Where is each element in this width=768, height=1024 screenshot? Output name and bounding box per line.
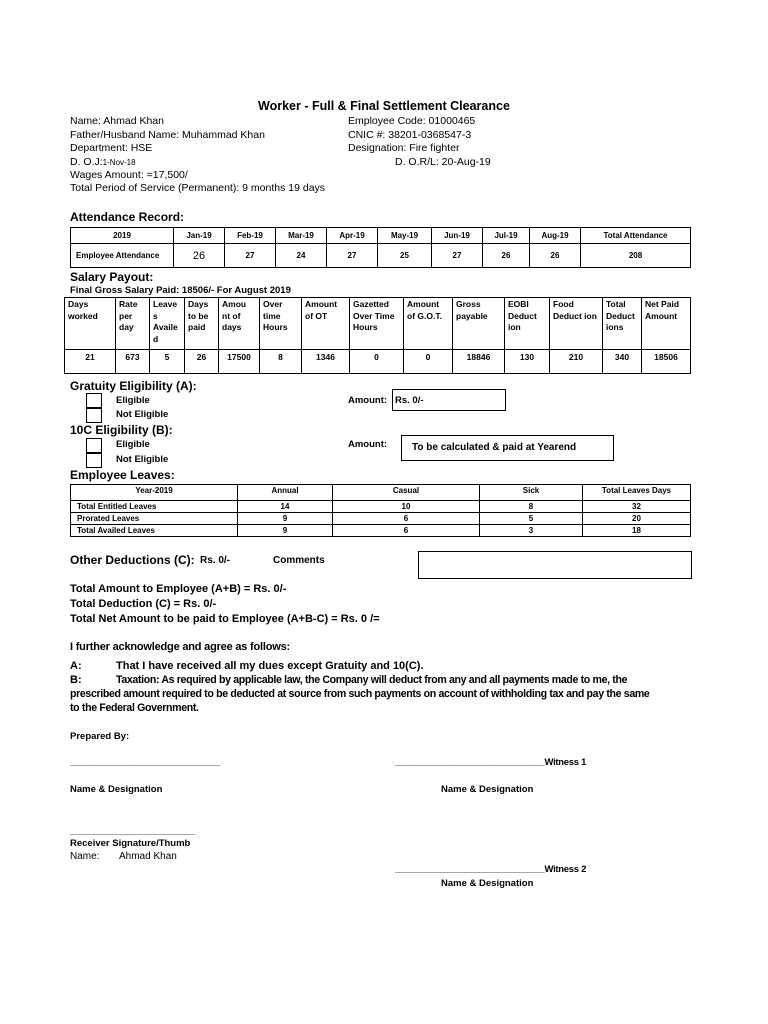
attendance-value: 26 — [530, 244, 581, 268]
salary-value: 1346 — [302, 350, 350, 374]
tenc-eligible-label: Eligible — [116, 439, 150, 450]
attendance-value: 26 — [174, 244, 225, 268]
prepared-by-label: Prepared By: — [70, 731, 130, 742]
final-gross-salary: Final Gross Salary Paid: 18506/- For August 2019 — [70, 285, 291, 296]
leaves-cell: 9 — [238, 525, 333, 537]
clause-b-text-2: prescribed amount required to be deducted at source from such payments on account of withholding tax and pay the same — [70, 688, 650, 700]
attendance-value: 24 — [276, 244, 327, 268]
gratuity-eligible-label: Eligible — [116, 395, 150, 406]
tenc-eligible-checkbox[interactable] — [86, 438, 102, 453]
salary-value: 18846 — [453, 350, 505, 374]
month-header: Jul-19 — [483, 228, 530, 244]
salary-value: 340 — [603, 350, 642, 374]
month-header: Aug-19 — [530, 228, 581, 244]
tenc-not-eligible-label: Not Eligible — [116, 454, 169, 465]
total-net-line: Total Net Amount to be paid to Employee (A+B-C) = Rs. 0 /= — [70, 613, 380, 625]
salary-header: Rate per day — [116, 298, 150, 350]
attendance-value: 27 — [327, 244, 378, 268]
salary-header: Amou nt of days — [219, 298, 260, 350]
attendance-value: 26 — [483, 244, 530, 268]
attendance-row-label: Employee Attendance — [71, 244, 174, 268]
leaves-cell: 18 — [583, 525, 691, 537]
receiver-name: Ahmad Khan — [119, 851, 177, 862]
salary-header: EOBI Deduct ion — [505, 298, 550, 350]
tenc-amount-label: Amount: — [348, 439, 388, 450]
gratuity-amount-label: Amount: — [348, 395, 388, 406]
salary-table — [64, 297, 691, 374]
witness-1-name-designation: Name & Designation — [441, 784, 534, 795]
leaves-cell: 8 — [480, 501, 583, 513]
tenc-heading: 10C Eligibility (B): — [70, 423, 173, 437]
salary-header: Amount of G.O.T. — [404, 298, 453, 350]
salary-value: 26 — [185, 350, 219, 374]
employee-name: Name: Ahmad Khan — [70, 115, 164, 127]
father-name: Father/Husband Name: Muhammad Khan — [70, 129, 265, 141]
other-deductions-label: Other Deductions (C): — [70, 553, 195, 567]
wages-amount: Wages Amount: =17,500/ — [70, 169, 188, 181]
leaves-row-label: Total Availed Leaves — [71, 525, 238, 537]
witness-1-line: ______________________________Witness 1 — [395, 757, 587, 768]
tenc-not-eligible-checkbox[interactable] — [86, 453, 102, 468]
salary-value: 17500 — [219, 350, 260, 374]
salary-value: 673 — [116, 350, 150, 374]
leaves-header: Year-2019 — [71, 485, 238, 501]
attendance-total: 208 — [581, 244, 691, 268]
gratuity-amount-box — [392, 389, 506, 411]
employee-code: Employee Code: 01000465 — [348, 115, 476, 127]
attendance-table — [70, 227, 691, 268]
total-attendance-header: Total Attendance — [581, 228, 691, 244]
attendance-value: 25 — [378, 244, 432, 268]
gratuity-heading: Gratuity Eligibility (A): — [70, 379, 197, 393]
leaves-row-label: Prorated Leaves — [71, 513, 238, 525]
gratuity-not-eligible-checkbox[interactable] — [86, 408, 102, 423]
salary-header: Days worked — [65, 298, 116, 350]
leaves-cell: 10 — [333, 501, 480, 513]
salary-header: Net Paid Amount — [642, 298, 691, 350]
receiver-signature-line: _________________________ — [70, 826, 195, 837]
department: Department: HSE — [70, 142, 153, 154]
leaves-header: Sick — [480, 485, 583, 501]
salary-value: 18506 — [642, 350, 691, 374]
month-header: Jun-19 — [432, 228, 483, 244]
attendance-value: 27 — [432, 244, 483, 268]
date-of-joining — [70, 156, 136, 168]
designation: Designation: Fire fighter — [348, 142, 460, 154]
leaves-cell: 14 — [238, 501, 333, 513]
salary-value: 130 — [505, 350, 550, 374]
salary-value: 21 — [65, 350, 116, 374]
salary-value: 0 — [350, 350, 404, 374]
leaves-cell: 20 — [583, 513, 691, 525]
attendance-heading: Attendance Record: — [70, 210, 185, 224]
salary-value: 0 — [404, 350, 453, 374]
total-amount-line: Total Amount to Employee (A+B) = Rs. 0/- — [70, 583, 287, 595]
month-header: Jan-19 — [174, 228, 225, 244]
month-header: Feb-19 — [225, 228, 276, 244]
leaves-header: Total Leaves Days — [583, 485, 691, 501]
month-header: Mar-19 — [276, 228, 327, 244]
gratuity-not-eligible-label: Not Eligible — [116, 409, 169, 420]
attendance-year: 2019 — [71, 228, 174, 244]
date-of-resignation: D. O.R/L: 20-Aug-19 — [395, 156, 491, 168]
leaves-cell: 6 — [333, 525, 480, 537]
clause-b-text-3: to the Federal Government. — [70, 702, 199, 714]
clause-a-text: That I have received all my dues except Gratuity and 10(C). — [116, 660, 424, 672]
month-header: May-19 — [378, 228, 432, 244]
tenc-amount-box — [401, 435, 614, 461]
attendance-value: 27 — [225, 244, 276, 268]
salary-header: Over time Hours — [260, 298, 302, 350]
total-deduction-line: Total Deduction (C) = Rs. 0/- — [70, 598, 217, 610]
salary-header: Days to be paid — [185, 298, 219, 350]
leaves-header: Annual — [238, 485, 333, 501]
service-period: Total Period of Service (Permanent): 9 months 19 days — [70, 182, 326, 194]
leaves-table — [70, 484, 691, 537]
salary-header: Leave s Availe d — [150, 298, 185, 350]
witness-2-name-designation: Name & Designation — [441, 878, 534, 889]
salary-header: Gross payable — [453, 298, 505, 350]
salary-value: 8 — [260, 350, 302, 374]
witness-2-line: ______________________________Witness 2 — [395, 864, 587, 875]
salary-value: 5 — [150, 350, 185, 374]
receiver-name-label: Name: — [70, 851, 100, 862]
prepared-by-name-designation: Name & Designation — [70, 784, 163, 795]
salary-header: Total Deduct ions — [603, 298, 642, 350]
tenc-amount-value: To be calculated & paid at Yearend — [412, 442, 577, 453]
salary-header: Gazetted Over Time Hours — [350, 298, 404, 350]
leaves-cell: 9 — [238, 513, 333, 525]
leaves-row-label: Total Entitled Leaves — [71, 501, 238, 513]
doj-label: D. O.J: — [70, 156, 103, 168]
leaves-header: Casual — [333, 485, 480, 501]
other-deductions-value: Rs. 0/- — [200, 555, 231, 566]
clause-b-text-1: Taxation: As required by applicable law, the Company will deduct from any and all payments made to me, the — [116, 674, 628, 686]
clause-b-label: B: — [70, 674, 82, 686]
gratuity-amount-value: Rs. 0/- — [395, 395, 424, 406]
leaves-cell: 6 — [333, 513, 480, 525]
leaves-cell: 32 — [583, 501, 691, 513]
gratuity-eligible-checkbox[interactable] — [86, 393, 102, 408]
month-header: Apr-19 — [327, 228, 378, 244]
leaves-cell: 5 — [480, 513, 583, 525]
receiver-signature-label: Receiver Signature/Thumb — [70, 838, 191, 849]
page-title: Worker - Full & Final Settlement Clearance — [258, 99, 510, 113]
prepared-by-signature-line: ______________________________ — [70, 757, 220, 768]
salary-header: Food Deduct ion — [550, 298, 603, 350]
salary-value: 210 — [550, 350, 603, 374]
comments-label: Comments — [273, 555, 325, 566]
acknowledge-intro: I further acknowledge and agree as follows: — [70, 641, 291, 653]
doj-value: 1-Nov-18 — [102, 158, 136, 167]
leaves-cell: 3 — [480, 525, 583, 537]
comments-box[interactable] — [418, 551, 692, 579]
cnic: CNIC #: 38201-0368547-3 — [348, 129, 472, 141]
clause-a-label: A: — [70, 660, 82, 672]
salary-header: Amount of OT — [302, 298, 350, 350]
leaves-heading: Employee Leaves: — [70, 468, 175, 482]
salary-heading: Salary Payout: — [70, 270, 154, 284]
